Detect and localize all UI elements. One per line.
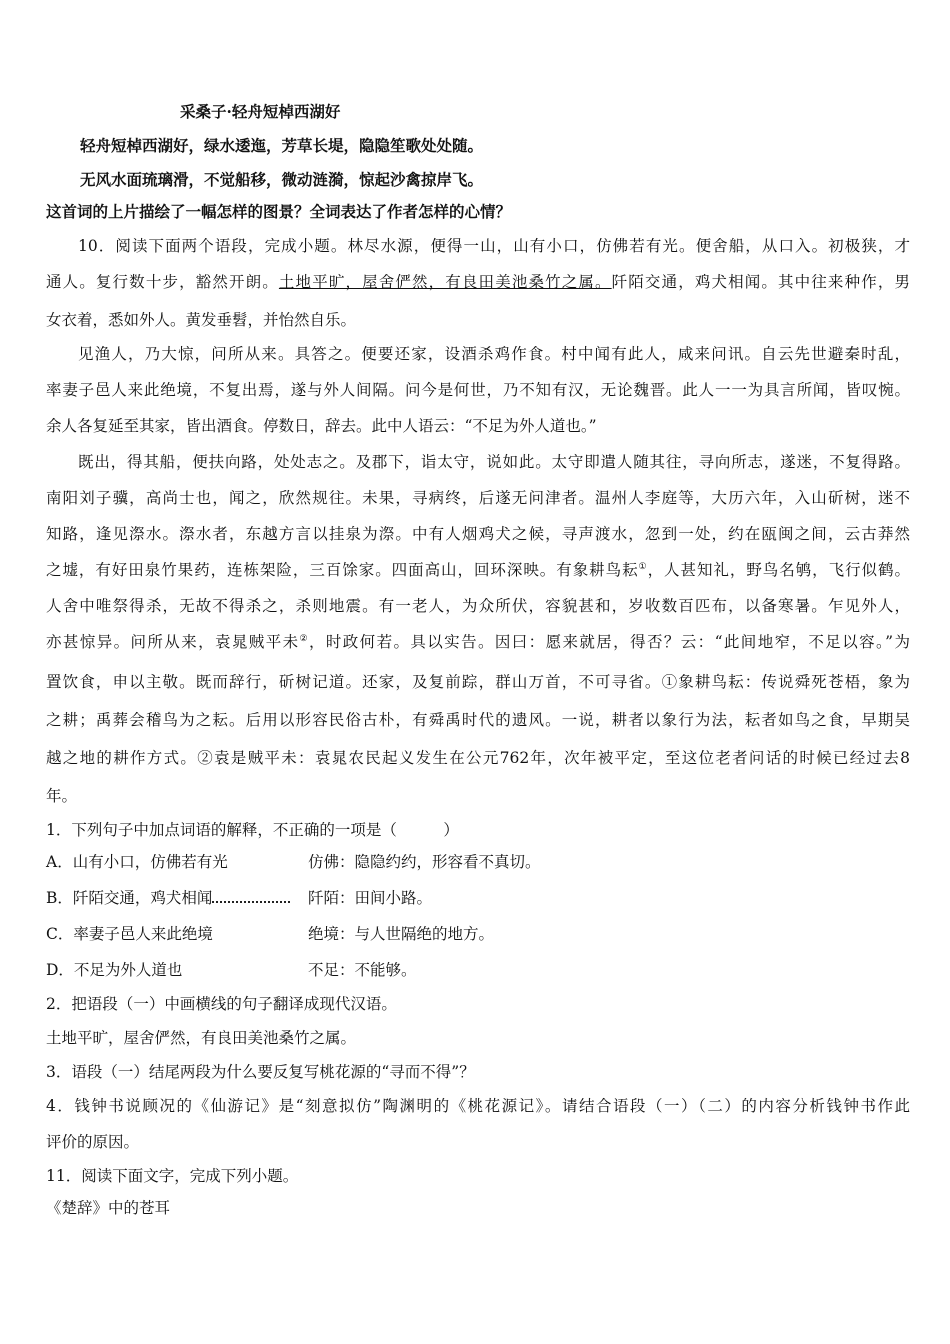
- sub2-sentence: 土地平旷，屋舍俨然，有良田美池桑竹之属。: [46, 1029, 357, 1047]
- footnote-mark-1: ①: [638, 561, 648, 572]
- q10-para2-line2: 率妻子邑人来此绝境，不复出焉，遂与外人间隔。问今是何世，乃不知有汉，无论魏晋。此人一一为具言所闻，皆叹惋。: [46, 381, 910, 399]
- q10-para1-line2: [46, 272, 910, 292]
- option-b-explanation: 阡陌：田间小路。: [308, 889, 433, 907]
- q10-para3-line9: 越之地的耕作方式。②袁是贼平未：袁晁农民起义发生在公元762年，次年被平定，至这位老者问话的时候已经过去8: [46, 749, 910, 767]
- footnote-mark-2: ②: [299, 633, 309, 644]
- emphasis-dots: [212, 890, 290, 903]
- q10-para2-line3: 余人各复延至其家，皆出酒食。停数日，辞去。此中人语云：“不足为外人道也。”: [46, 417, 597, 435]
- poem-title: 采桑子·轻舟短棹西湖好: [180, 102, 341, 121]
- option-d: D．不足为外人道也: [46, 961, 183, 979]
- q10-text: 之墟，有好田泉竹果药，连栋架险，三百馀家。四面高山，回环深映。有象耕鸟耘: [46, 561, 639, 579]
- sub4-line1: 4．钱钟书说顾况的《仙游记》是“刻意拟仿”陶渊明的《桃花源记》。请结合语段（一）（二）的内容分析钱钟书作此: [46, 1097, 910, 1115]
- q10-para3-line2: 南阳刘子骥，高尚士也，闻之，欣然规往。未果，寻病终，后遂无问津者。温州人李庭等，大历六年，入山斫树，迷不: [46, 489, 910, 507]
- q10-para3-line8: 之耕；禹葬会稽鸟为之耘。后用以形容民俗古朴，有舜禹时代的遗风。一说，耕者以象行为法，耘者如鸟之食，早期吴: [46, 711, 910, 729]
- underlined-sentence: 土地平旷，屋舍俨然，有良田美池桑竹之属。: [278, 273, 612, 291]
- option-b: [46, 888, 290, 908]
- q10-para3-line5: 人舍中唯祭得杀，无故不得杀之，杀则地震。有一老人，为众所伏，容貌甚和，岁收数百匹布，以备寒暑。乍见外人，: [46, 597, 910, 615]
- q11-article-title: 《楚辞》中的苍耳: [46, 1199, 171, 1217]
- q10-para1-line3: 女衣着，悉如外人。黄发垂髫，并怡然自乐。: [46, 311, 357, 329]
- q10-para3-line1: 既出，得其船，便扶向路，处处志之。及郡下，诣太守，说如此。太守即遣人随其往，寻向所志，遂迷，不复得路。: [78, 453, 910, 471]
- option-c: C．率妻子邑人来此绝境: [46, 925, 213, 943]
- sub3-stem: 3．语段（一）结尾两段为什么要反复写桃花源的“寻而不得”？: [46, 1063, 475, 1081]
- option-d-explanation: 不足：不能够。: [308, 961, 417, 979]
- q10-para3-line4: [46, 560, 910, 580]
- q10-para3-line3: 知路，逢见漈水。漈水者，东越方言以挂泉为漈。中有人烟鸡犬之候，寻声渡水，忽到一处，约在瓯闽之间，云古莽然: [46, 525, 910, 543]
- q10-text: ，人甚知礼，野鸟名鸲，飞行似鹤。: [647, 561, 910, 579]
- option-b-text: B．阡陌交通，鸡犬相闻: [46, 889, 213, 907]
- poem-line-1: 轻舟短棹西湖好，绿水逶迤，芳草长堤，隐隐笙歌处处随。: [80, 136, 484, 155]
- poem-question: 这首词的上片描绘了一幅怎样的图景？全词表达了作者怎样的心情？: [46, 202, 512, 221]
- q11-stem: 11．阅读下面文字，完成下列小题。: [46, 1167, 299, 1185]
- option-c-explanation: 绝境：与人世隔绝的地方。: [308, 925, 495, 943]
- sub1-stem: 1．下列句子中加点词语的解释，不正确的一项是（ ）: [46, 821, 459, 839]
- q10-para3-line6: [46, 632, 910, 652]
- q10-para3-line10: 年。: [46, 787, 78, 805]
- q10-para1-line1: 10．阅读下面两个语段，完成小题。林尽水源，便得一山，山有小口，仿佛若有光。便舍船，从口入。初极狭，才: [78, 237, 910, 255]
- option-a: A．山有小口，仿佛若有光: [46, 853, 228, 871]
- q10-text: 通人。复行数十步，豁然开朗。: [46, 273, 279, 291]
- q10-para3-line7: 置饮食，申以主敬。既而辞行，斫树记道。还家，及复前踪，群山万首，不可寻省。①象耕鸟耘：传说舜死苍梧，象为: [46, 673, 910, 691]
- q10-text: ，时政何若。具以实告。因曰：愿来就居，得否？云：“此间地窄，不足以容。”为: [308, 633, 910, 651]
- option-a-explanation: 仿佛：隐隐约约，形容看不真切。: [308, 853, 541, 871]
- poem-line-2: 无风水面琉璃滑，不觉船移，微动涟漪，惊起沙禽掠岸飞。: [80, 170, 484, 189]
- q10-text: 亦甚惊异。问所从来，袁晁贼平未: [46, 633, 300, 651]
- q10-text: 阡陌交通，鸡犬相闻。其中往来种作，男: [611, 273, 910, 291]
- sub2-stem: 2．把语段（一）中画横线的句子翻译成现代汉语。: [46, 995, 397, 1013]
- sub4-line2: 评价的原因。: [46, 1133, 140, 1151]
- q10-para2-line1: 见渔人，乃大惊，问所从来。具答之。便要还家，设酒杀鸡作食。村中闻有此人，咸来问讯。自云先世避秦时乱，: [78, 345, 910, 363]
